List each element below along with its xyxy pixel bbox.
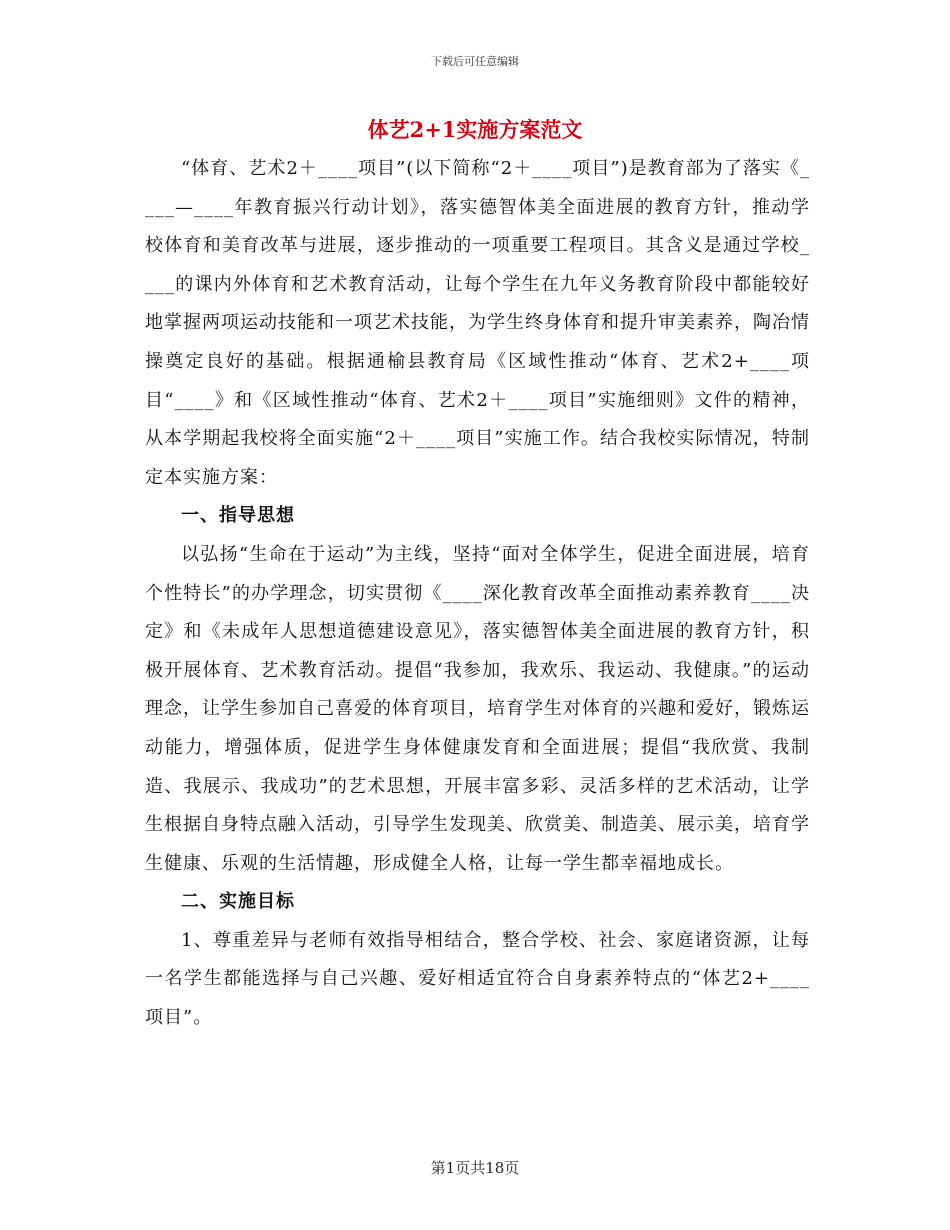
page-number: 第1页共18页 [430,1159,520,1177]
document-title: 体艺2+1实施方案范文 [367,117,583,142]
goal-item-1: 1、尊重差异与老师有效指导相结合，整合学校、社会、家庭诸资源，让每一名学生都能选择与自己兴趣、爱好相适宜符合自身素养特点的“体艺2+____项目”。 [145,929,810,1029]
download-note: 下载后可任意编辑 [431,55,519,68]
intro-paragraph: “体育、艺术2＋____项目”(以下简称“2＋____项目”)是教育部为了落实《____—____年教育振兴行动计划》，落实德智体美全面进展的教育方针，推动学校体育和美育改革与进展，逐步推动的一项重要工程项目。其含义是通过学校____的课内外体育和艺术教育活动，让每个学生在九年义务教育阶段中都能较好地掌握两项运动技能和一项艺术技能，为学生终身体育和提升审美素养，陶冶情操奠定良好的基础。根据通榆县教育局《区域性推动“体育、艺术2+____项目“____》和《区域性推动“体育、艺术2＋____项目”实施细则》文件的精神，从本学期起我校将全面实施“2＋____项目”实施工作。结合我校实际情况，特制定本实施方案： [145,158,810,488]
document-body [145,150,810,1038]
guiding-thought-paragraph: 以弘扬“生命在于运动”为主线，坚持“面对全体学生，促进全面进展，培育个性特长”的办学理念，切实贯彻《____深化教育改革全面推动素养教育____决定》和《未成年人思想道德建设意见》，落实德智体美全面进展的教育方针，积极开展体育、艺术教育活动。提倡“我参加，我欢乐、我运动、我健康。”的运动理念，让学生参加自己喜爱的体育项目，培育学生对体育的兴趣和爱好，锻炼运动能力，增强体质，促进学生身体健康发育和全面进展；提倡“我欣赏、我制造、我展示、我成功”的艺术思想，开展丰富多彩、灵活多样的艺术活动，让学生根据自身特点融入活动，引导学生发现美、欣赏美、制造美、展示美，培育学生健康、乐观的生活情趣，形成健全人格，让每一学生都幸福地成长。 [145,543,810,874]
section-heading-guiding-thought: 一、指导思想 [181,505,295,527]
section-heading-goals: 二、实施目标 [181,891,295,913]
